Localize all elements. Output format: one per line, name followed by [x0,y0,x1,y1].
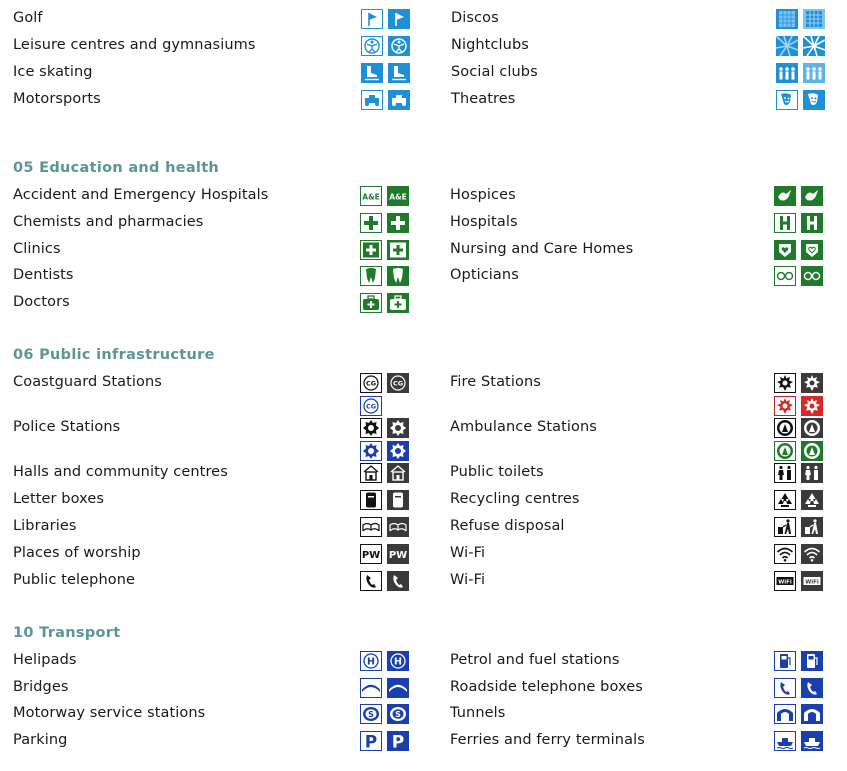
label-ice-skating: Ice skating [13,64,93,80]
parking-p-icon [360,731,382,751]
clinic-icon [360,240,382,260]
golf-flag-icon [388,9,410,29]
pharmacy-cross-icon [360,213,382,233]
label-fire-stations: Fire Stations [450,374,541,390]
label-parking: Parking [13,732,68,748]
nursing-home-heart-icon [774,240,796,260]
svg-text:CG: CG [392,379,404,388]
letter-box-icon [387,490,409,510]
section-heading-education-health: 05 Education and health [13,160,220,176]
label-motorsports: Motorsports [13,91,101,107]
motorsport-car-icon [361,90,383,110]
fuel-pump-icon [774,651,796,671]
library-book-icon [387,517,409,537]
disco-ball-icon [803,9,825,29]
svg-text:H: H [394,656,402,668]
label-public-toilets: Public toilets [450,464,544,480]
label-chemists: Chemists and pharmacies [13,214,204,230]
svg-text:PW: PW [388,550,408,561]
ae-icon [387,186,409,206]
police-badge-icon [387,418,409,438]
pharmacy-cross-icon [387,213,409,233]
ae-icon [360,186,382,206]
svg-text:P: P [364,732,378,751]
label-hospices: Hospices [450,187,516,203]
helipad-icon [360,651,382,671]
dentist-tooth-icon [360,266,382,286]
motorsport-car-icon [388,90,410,110]
coastguard-icon [360,396,382,416]
label-coastguard: Coastguard Stations [13,374,162,390]
police-badge-icon [387,441,409,461]
ambulance-station-icon [801,418,823,438]
label-halls: Halls and community centres [13,464,228,480]
svg-text:CG: CG [365,379,377,388]
telephone-handset-icon [360,571,382,591]
label-petrol-stations: Petrol and fuel stations [450,652,620,668]
recycling-icon [801,490,823,510]
golf-flag-icon [361,9,383,29]
label-helipads: Helipads [13,652,77,668]
ferry-ship-icon [801,731,823,751]
wifi-badge-icon [801,571,823,591]
label-leisure-centres: Leisure centres and gymnasiums [13,37,256,53]
label-roadside-telephone: Roadside telephone boxes [450,679,643,695]
place-of-worship-icon [360,544,382,564]
community-hall-icon [360,463,382,483]
motorway-services-icon [387,704,409,724]
police-badge-icon [360,441,382,461]
motorway-services-icon [360,704,382,724]
bridge-icon [360,678,382,698]
letter-box-icon [360,490,382,510]
label-refuse-disposal: Refuse disposal [450,518,565,534]
section-heading-transport: 10 Transport [13,625,121,641]
svg-text:CG: CG [365,402,377,411]
gymnasium-icon [388,36,410,56]
wifi-icon [774,544,796,564]
ferry-ship-icon [774,731,796,751]
wifi-badge-icon [774,571,796,591]
parking-p-icon [387,731,409,751]
label-opticians: Opticians [450,267,519,283]
optician-glasses-icon [774,266,796,286]
label-public-telephone: Public telephone [13,572,136,588]
fuel-pump-icon [801,651,823,671]
refuse-disposal-icon [801,517,823,537]
label-golf: Golf [13,10,43,26]
toilets-icon [801,463,823,483]
police-badge-icon [360,418,382,438]
tunnel-icon [774,704,796,724]
label-nightclubs: Nightclubs [451,37,529,53]
telephone-handset-icon [387,571,409,591]
svg-text:A&E: A&E [389,192,407,202]
svg-text:H: H [367,656,375,668]
label-ferries: Ferries and ferry terminals [450,732,645,748]
svg-text:WiFi: WiFi [778,579,792,586]
roadside-telephone-icon [801,678,823,698]
fire-station-icon [774,396,796,416]
svg-text:S: S [368,710,374,719]
svg-text:A&E: A&E [362,192,380,202]
optician-glasses-icon [801,266,823,286]
doctor-bag-icon [360,293,382,313]
label-bridges: Bridges [13,679,69,695]
social-club-people-icon [776,63,798,83]
label-discos: Discos [451,10,499,26]
svg-text:S: S [395,710,401,719]
ambulance-station-icon [774,441,796,461]
library-book-icon [360,517,382,537]
roadside-telephone-icon [774,678,796,698]
hospital-h-icon [801,213,823,233]
fire-station-icon [774,373,796,393]
label-doctors: Doctors [13,294,70,310]
label-libraries: Libraries [13,518,77,534]
place-of-worship-icon [387,544,409,564]
coastguard-icon [387,373,409,393]
disco-ball-icon [776,9,798,29]
clinic-icon [387,240,409,260]
theatre-mask-icon [776,90,798,110]
fire-station-icon [801,373,823,393]
hospital-h-icon [774,213,796,233]
label-clinics: Clinics [13,241,61,257]
ice-skate-icon [388,63,410,83]
community-hall-icon [387,463,409,483]
dentist-tooth-icon [387,266,409,286]
ambulance-station-icon [774,418,796,438]
section-heading-public-infrastructure: 06 Public infrastructure [13,347,215,363]
wifi-icon [801,544,823,564]
refuse-disposal-icon [774,517,796,537]
hospice-dove-icon [801,186,823,206]
label-wifi-2: Wi-Fi [450,572,486,588]
helipad-icon [387,651,409,671]
ambulance-station-icon [801,441,823,461]
ice-skate-icon [361,63,383,83]
nightclub-rays-icon [803,36,825,56]
coastguard-icon [360,373,382,393]
label-police: Police Stations [13,419,121,435]
recycling-icon [774,490,796,510]
label-letter-boxes: Letter boxes [13,491,105,507]
hospice-dove-icon [774,186,796,206]
label-ae-hospitals: Accident and Emergency Hospitals [13,187,269,203]
theatre-mask-icon [803,90,825,110]
fire-station-icon [801,396,823,416]
label-wifi: Wi-Fi [450,545,486,561]
label-nursing-homes: Nursing and Care Homes [450,241,634,257]
toilets-icon [774,463,796,483]
svg-text:P: P [391,732,405,751]
svg-text:WiFi: WiFi [805,579,819,586]
label-recycling: Recycling centres [450,491,580,507]
tunnel-icon [801,704,823,724]
label-tunnels: Tunnels [450,705,506,721]
svg-text:PW: PW [361,550,381,561]
label-dentists: Dentists [13,267,74,283]
social-club-people-icon [803,63,825,83]
doctor-bag-icon [387,293,409,313]
label-places-of-worship: Places of worship [13,545,141,561]
label-ambulance-stations: Ambulance Stations [450,419,597,435]
label-theatres: Theatres [451,91,516,107]
label-motorway-services: Motorway service stations [13,705,206,721]
gymnasium-icon [361,36,383,56]
nightclub-rays-icon [776,36,798,56]
bridge-icon [387,678,409,698]
nursing-home-heart-icon [801,240,823,260]
label-hospitals: Hospitals [450,214,518,230]
label-social-clubs: Social clubs [451,64,538,80]
